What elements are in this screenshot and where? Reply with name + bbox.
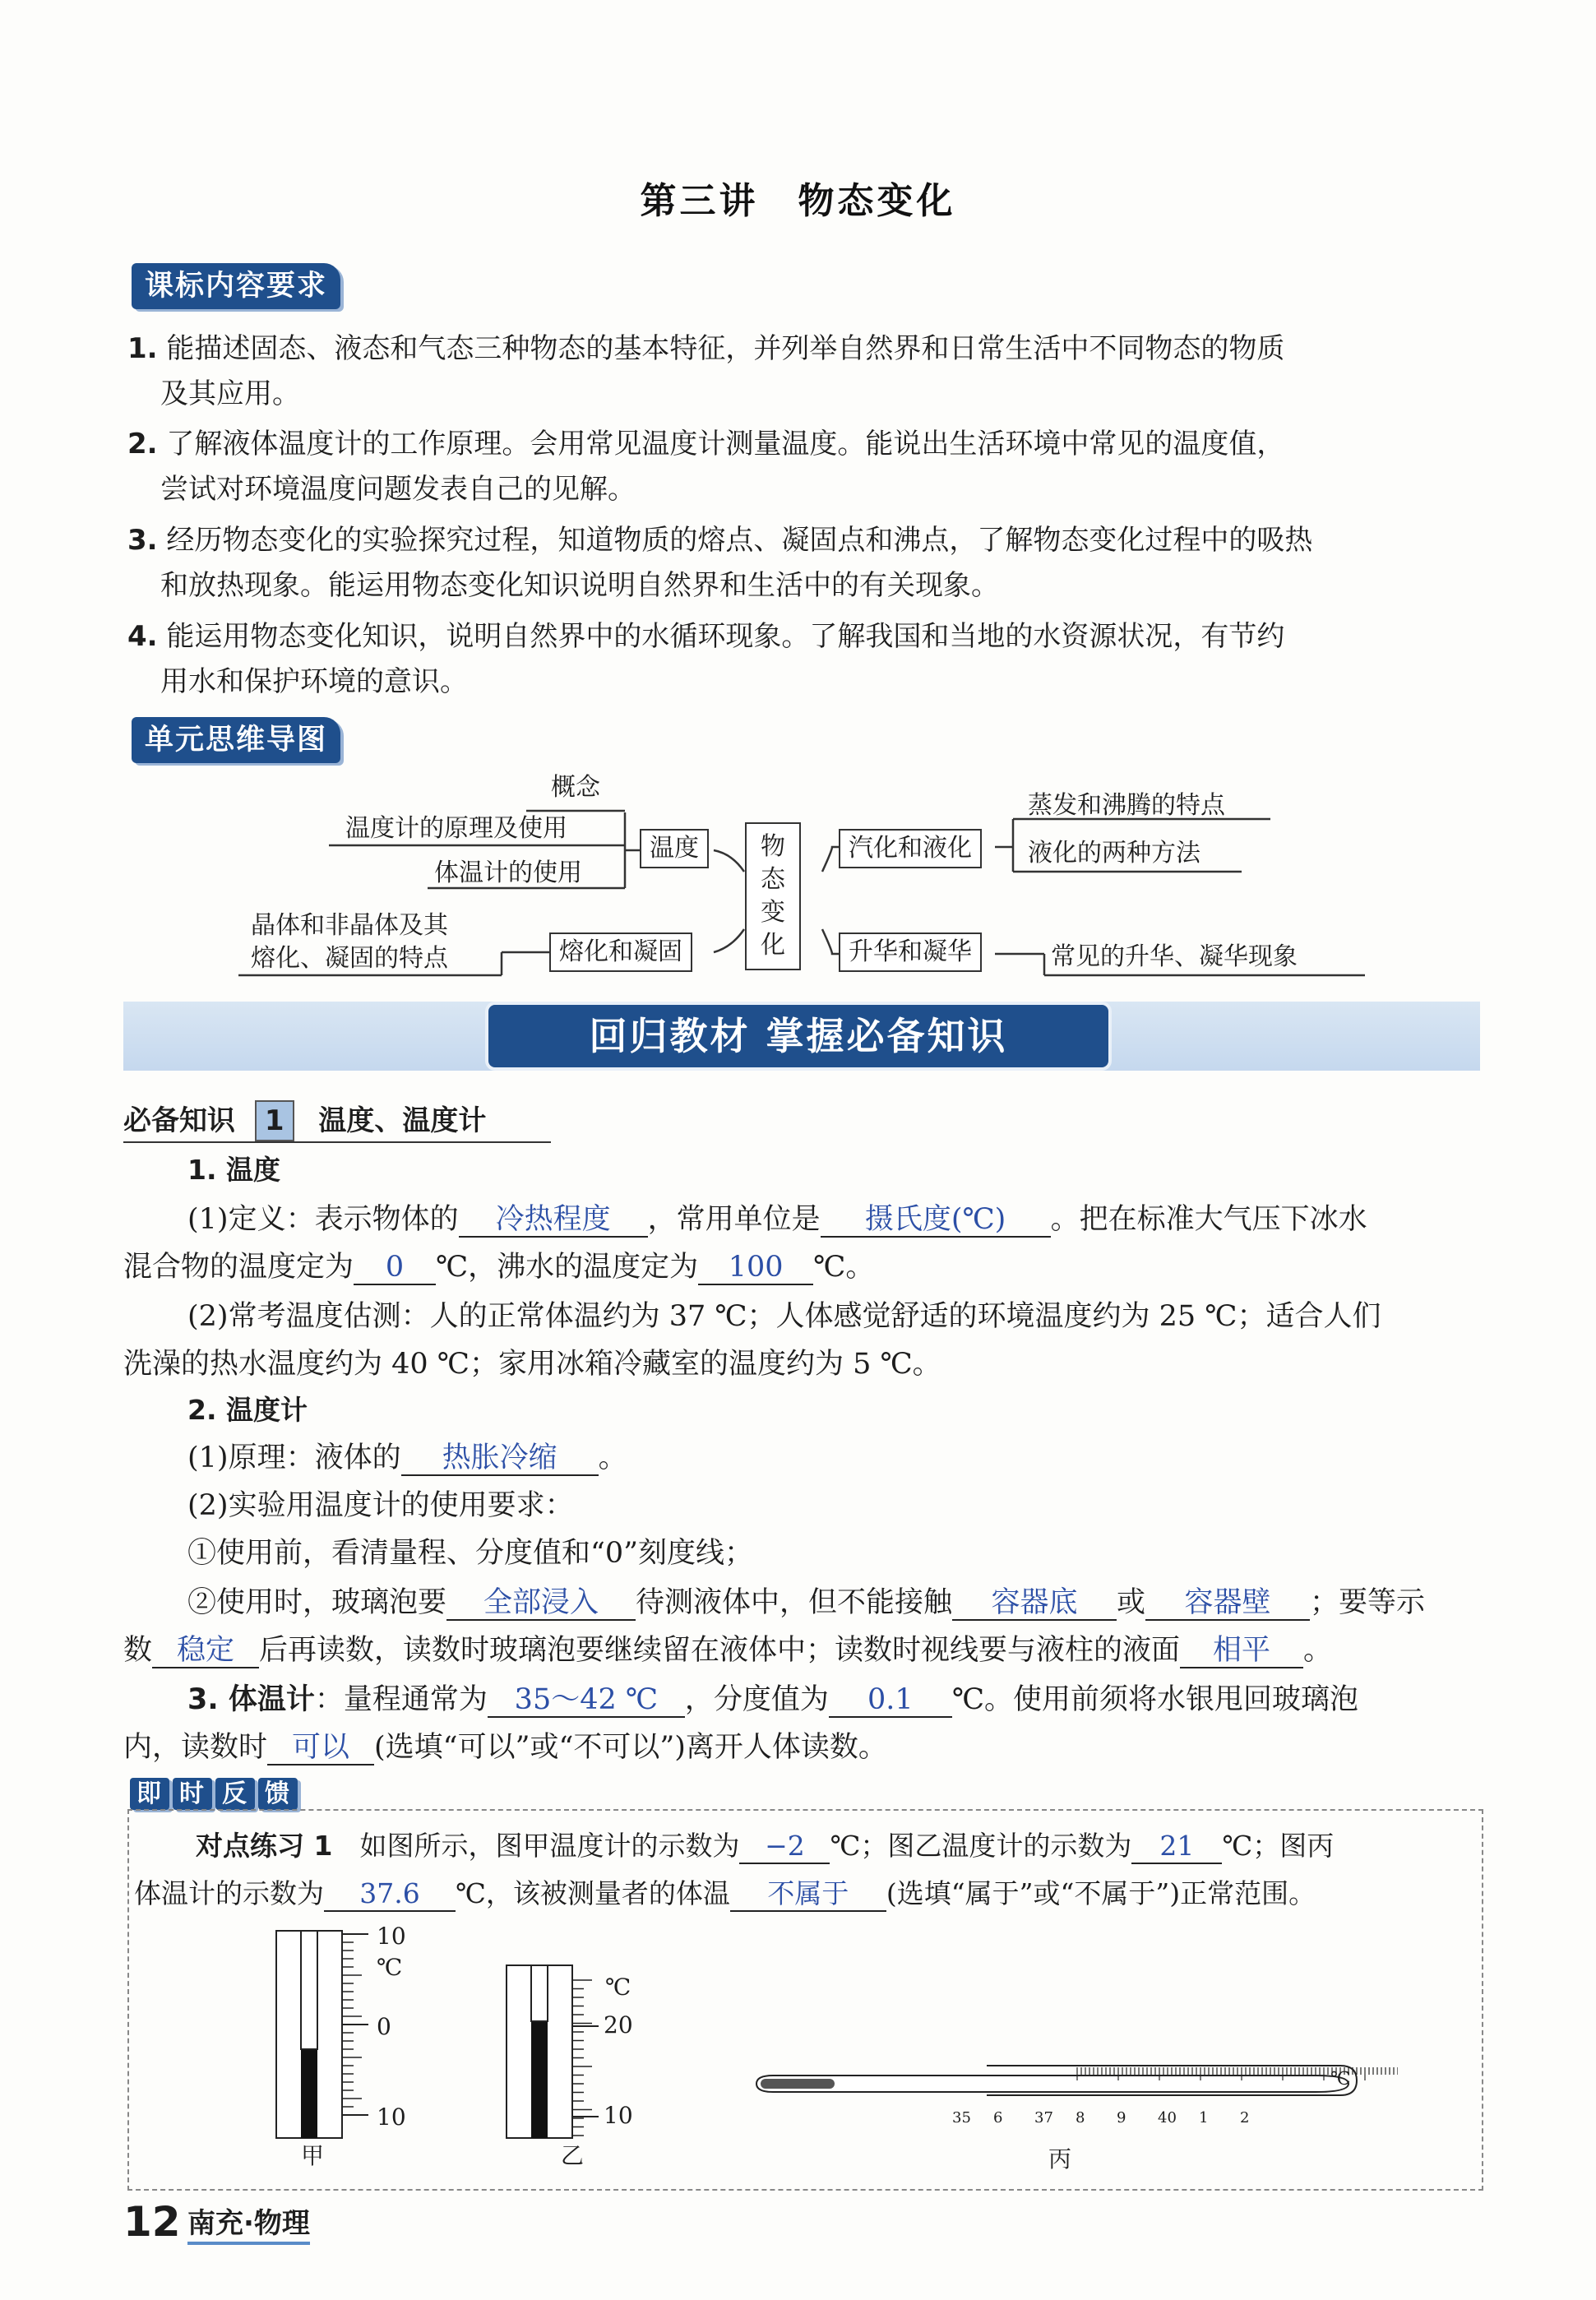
mindmap-yuanli: 温度计的原理及使用 [345,814,567,843]
s2-line-4: ②使用时，玻璃泡要 全部浸入 待测液体中，但不能接触 容器底 或 容器壁 ；要等示 [187,1586,1426,1619]
mindmap-yehua: 液化的两种方法 [1028,839,1200,868]
footer-text: 南充·物理 [187,2205,310,2245]
feedback-tag: 即 时 反 馈 [130,1776,298,1812]
yi-unit: ℃ [605,1974,631,2001]
bing-label: 丙 [1048,2145,1072,2173]
mindmap-shenghua: 升华和凝华 [839,932,982,972]
s1-line-1: (1)定义：表示物体的 冷热程度 ，常用单位是 摄氏度(℃) 。把在标准大气压下冰水 [187,1203,1367,1236]
bing-tick-label: 8 [1076,2109,1085,2126]
kebiao-item-3-cont: 和放热现象。能运用物态变化知识说明自然界和生活中的有关现象。 [160,569,999,602]
mindmap-center: 物 态 变 化 [745,822,801,970]
bing-tick-label: 40 [1158,2109,1177,2126]
jia-label: 甲 [301,2142,325,2169]
s2-line-1: (1)原理：液体的 热胀冷缩 。 [187,1442,627,1474]
jia-bottom: 10 [377,2103,406,2131]
kebiao-item-1: 1. 能描述固态、液态和气态三种物态的基本特征，并列举自然界和日常生活中不同物态的物质 [127,332,1285,365]
knowledge-heading-row [123,1100,551,1143]
mindmap-wendu: 温度 [640,829,709,868]
answer-100: 100 [698,1251,813,1285]
answer-wending: 稳定 [152,1634,259,1668]
answer-yi: 21 [1131,1830,1222,1864]
answer-rezhang: 热胀冷缩 [401,1442,599,1476]
yi-top: 20 [604,2011,633,2039]
kebiao-item-3: 3. 经历物态变化的实验探究过程，知道物质的熔点、凝固点和沸点，了解物态变化过程中的吸热 [127,524,1313,557]
bing-unit: ℃ [1330,2069,1351,2089]
bing-tick-label: 35 [952,2109,971,2126]
answer-bing: 37.6 [324,1877,456,1912]
jia-mid: 0 [377,2013,391,2040]
page-title: 第三讲 物态变化 [640,180,956,222]
thermometer-figures [247,1924,1398,2146]
mindmap-changjian: 常见的升华、凝华现象 [1051,942,1298,971]
s3-title: 3. 体温计 [187,1683,315,1716]
exercise-line-2: 体温计的示数为 37.6 ℃，该被测量者的体温 不属于 (选填“属于”或“不属于”)正常范围。 [134,1875,1316,1913]
page-number: 12 [123,2198,181,2246]
yi-label: 乙 [561,2142,585,2169]
s2-title: 2. 温度计 [187,1394,308,1426]
yi-bottom: 10 [604,2102,633,2129]
jia-top: 10 [377,1923,406,1950]
knowledge-label: 必备知识 [123,1104,235,1137]
answer-quanbu: 全部浸入 [446,1586,636,1621]
kebiao-item-4: 4. 能运用物态变化知识，说明自然界中的水循环现象。了解我国和当地的水资源状况，有节约 [127,620,1285,653]
answer-rongqibi: 容器壁 [1145,1586,1310,1621]
answer-keyi: 可以 [267,1731,374,1765]
s1-line-4: 洗澡的热水温度约为 40 ℃；家用冰箱冷藏室的温度约为 5 ℃。 [123,1348,941,1381]
answer-rongqidi: 容器底 [952,1586,1117,1621]
answer-bushuyu: 不属于 [730,1877,886,1912]
thermometer-yi [507,1965,599,2138]
mindmap-zhengfa: 蒸发和沸腾的特点 [1028,791,1225,820]
kebiao-item-1-cont: 及其应用。 [160,377,300,410]
mindmap-gainian: 概念 [551,773,600,802]
s2-line-5: 数 稳定 后再读数，读数时玻璃泡要继续留在液体中；读数时视线要与液柱的液面 相平 。 [123,1634,1333,1667]
mindmap-jingti-1: 晶体和非晶体及其 [251,911,448,940]
jia-unit: ℃ [377,1954,403,1981]
answer-liangcheng: 35～42 ℃ [488,1683,685,1718]
knowledge-num: 1 [255,1100,294,1141]
s1-line-2: 混合物的温度定为 0 ℃，沸水的温度定为 100 ℃。 [123,1251,875,1284]
exercise-label: 对点练习 1 [196,1830,333,1862]
s2-line-2: (2)实验用温度计的使用要求： [187,1489,574,1522]
section-tag-mindmap: 单元思维导图 [132,717,340,763]
kebiao-item-2-cont: 尝试对环境温度问题发表自己的见解。 [160,473,636,506]
bing-tick-label: 9 [1117,2109,1126,2126]
s3-line-2: 内，读数时 可以 (选填“可以”或“不可以”)离开人体读数。 [123,1731,887,1764]
mindmap-tiwen: 体温计的使用 [434,858,582,887]
mindmap-jingti-2: 熔化、凝固的特点 [251,944,448,973]
exercise-line-1: 对点练习 1 如图所示，图甲温度计的示数为 −2 ℃；图乙温度计的示数为 21 ℃；图丙 [196,1827,1334,1865]
bing-tick-label: 1 [1199,2109,1209,2126]
s1-line-3: (2)常考温度估测：人的正常体温约为 37 ℃；人体感觉舒适的环境温度约为 25 ℃；适合人们 [187,1300,1381,1333]
s1-title: 1. 温度 [187,1154,280,1186]
answer-jia: −2 [739,1830,830,1864]
mindmap-ronghua: 熔化和凝固 [549,932,692,972]
knowledge-title: 温度、温度计 [318,1104,487,1137]
bing-tick-label: 37 [1034,2109,1053,2126]
thermometer-bing [756,2066,1398,2095]
answer-sheshidu: 摄氏度(℃) [821,1203,1051,1238]
bing-tick-label: 6 [993,2109,1003,2126]
kebiao-item-4-cont: 用水和保护环境的意识。 [160,665,468,698]
section-tag-kebiao: 课标内容要求 [132,263,340,309]
answer-fenduzhi: 0.1 [829,1683,952,1718]
bing-tick-label: 2 [1240,2109,1250,2126]
mindmap-qihua: 汽化和液化 [839,829,982,868]
answer-0: 0 [354,1251,436,1285]
thermometer-jia [276,1931,368,2138]
s2-line-3: ①使用前，看清量程、分度值和“0”刻度线； [187,1537,754,1570]
answer-xiangping: 相平 [1180,1634,1303,1668]
answer-lengre: 冷热程度 [459,1203,648,1238]
banner-title: 回归教材 掌握必备知识 [488,1005,1108,1067]
kebiao-item-2: 2. 了解液体温度计的工作原理。会用常见温度计测量温度。能说出生活环境中常见的温度值， [127,428,1285,460]
s3-line-1: 3. 体温计：量程通常为 35～42 ℃ ，分度值为 0.1 ℃。使用前须将水银甩回玻璃泡 [187,1683,1359,1716]
